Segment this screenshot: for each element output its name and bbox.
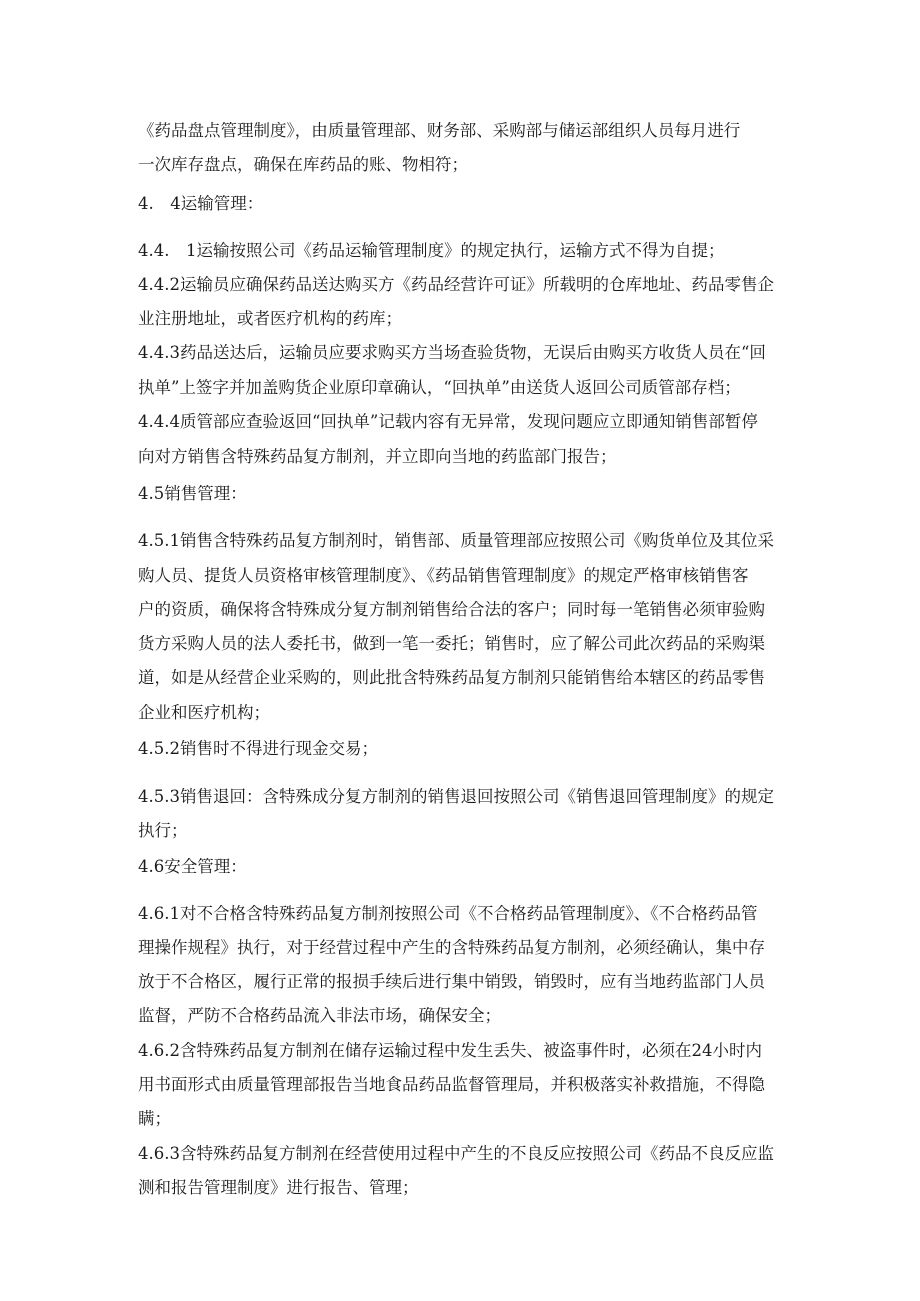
section-heading: 4.6安全管理： bbox=[138, 857, 247, 876]
text-line: 4.5.3销售退回：含特殊成分复方制剂的销售退回按照公司《销售退回管理制度》的规定 bbox=[138, 787, 774, 806]
text-line: 4.4. 1运输按照公司《药品运输管理制度》的规定执行，运输方式不得为自提； bbox=[138, 241, 725, 260]
text-line: 4.5.1销售含特殊药品复方制剂时，销售部、质量管理部应按照公司《购货单位及其位采 bbox=[138, 531, 774, 550]
section-heading: 4.5销售管理： bbox=[138, 484, 247, 503]
text-line: 4.5.2销售时不得进行现金交易； bbox=[138, 739, 378, 758]
text-line: 业注册地址，或者医疗机构的药库； bbox=[138, 309, 402, 328]
text-line: 向对方销售含特殊药品复方制剂，并立即向当地的药监部门报告； bbox=[138, 447, 617, 466]
text-line: 4.4.3药品送达后，运输员应要求购买方当场查验货物，无误后由购买方收货人员在“回 bbox=[138, 343, 766, 362]
text-line: 购人员、提货人员资格审核管理制度》、《药品销售管理制度》的规定严格审核销售客 bbox=[138, 566, 749, 585]
text-line: 测和报告管理制度》进行报告、管理； bbox=[138, 1178, 419, 1197]
text-line: 户的资质，确保将含特殊成分复方制剂销售给合法的客户；同时每一笔销售必须审验购 bbox=[138, 600, 765, 619]
section-heading: 4. 4运输管理： bbox=[138, 194, 264, 213]
text-line: 理操作规程》执行，对于经营过程中产生的含特殊药品复方制剂，必须经确认，集中存 bbox=[138, 938, 765, 957]
text-line: 4.4.4质管部应查验返回“回执单”记载内容有无异常，发现问题应立即通知销售部暂停 bbox=[138, 412, 758, 431]
text-line: 企业和医疗机构； bbox=[138, 703, 270, 722]
text-line: 道，如是从经营企业采购的，则此批含特殊药品复方制剂只能销售给本辖区的药品零售 bbox=[138, 668, 765, 687]
text-line: 一次库存盘点，确保在库药品的账、物相符； bbox=[138, 155, 468, 174]
text-line: 4.4.2运输员应确保药品送达购买方《药品经营许可证》所载明的仓库地址、药品零售企 bbox=[138, 275, 774, 294]
text-line: 放于不合格区，履行正常的报损手续后进行集中销毁，销毁时，应有当地药监部门人员 bbox=[138, 972, 765, 991]
text-line: 执单”上签字并加盖购货企业原印章确认，“回执单”由送货人返回公司质管部存档； bbox=[138, 378, 741, 397]
text-line: 4.6.2含特殊药品复方制剂在储存运输过程中发生丢失、被盗事件时，必须在24小时内 bbox=[138, 1041, 762, 1060]
text-line: 瞒； bbox=[138, 1109, 171, 1128]
text-line: 《药品盘点管理制度》，由质量管理部、财务部、采购部与储运部组织人员每月进行 bbox=[138, 121, 741, 140]
text-line: 4.6.3含特殊药品复方制剂在经营使用过程中产生的不良反应按照公司《药品不良反应监 bbox=[138, 1144, 774, 1163]
text-line: 执行； bbox=[138, 821, 188, 840]
text-line: 货方采购人员的法人委托书，做到一笔一委托；销售时，应了解公司此次药品的采购渠 bbox=[138, 634, 765, 653]
text-line: 4.6.1对不合格含特殊药品复方制剂按照公司《不合格药品管理制度》、《不合格药品管 bbox=[138, 904, 758, 923]
text-line: 用书面形式由质量管理部报告当地食品药品监督管理局，并积极落实补救措施，不得隐 bbox=[138, 1075, 765, 1094]
text-line: 监督，严防不合格药品流入非法市场，确保安全； bbox=[138, 1006, 501, 1025]
